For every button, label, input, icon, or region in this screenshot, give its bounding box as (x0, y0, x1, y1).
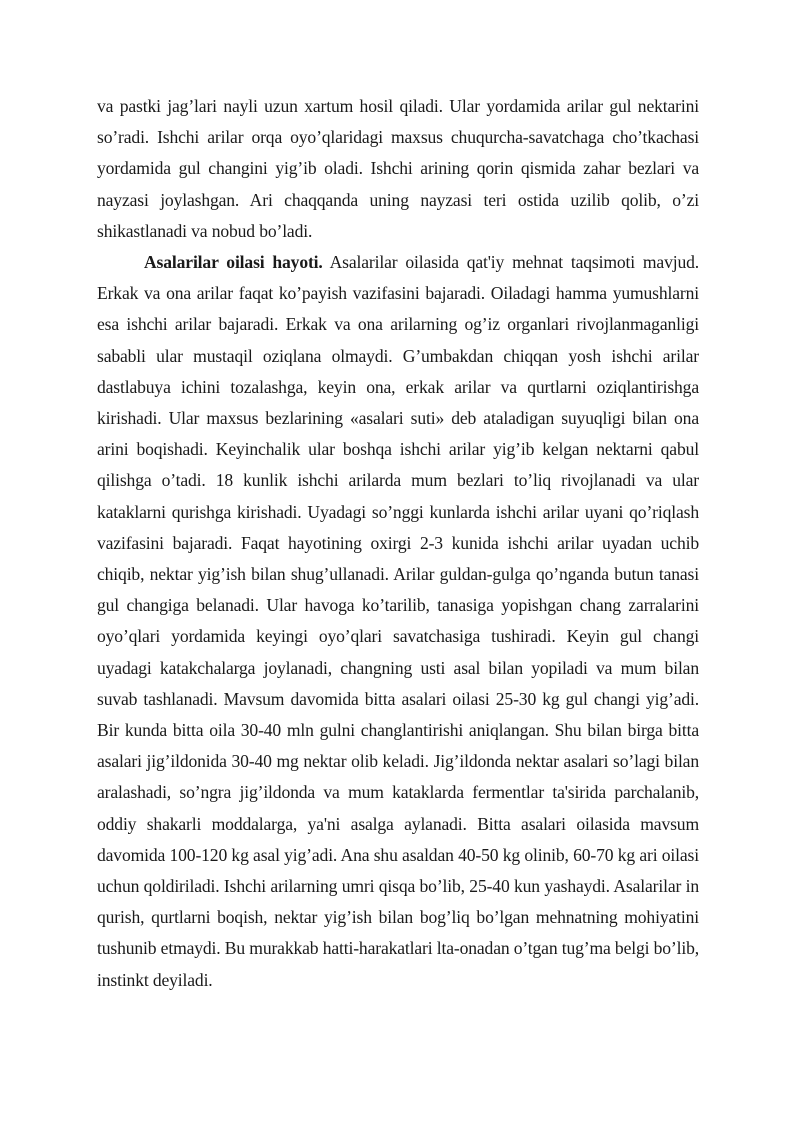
paragraph-bee-family-life (97, 247, 699, 996)
section-heading: Asalarilar oilasi hayoti. (144, 252, 323, 273)
document-page (97, 91, 699, 996)
paragraph-body: Asalarilar oilasida qat'iy mehnat taqsimoti mavjud. Erkak va ona arilar faqat ko’payish vazifasini bajaradi. Oiladagi hamma yumushlarni esa ishchi arilar bajaradi. Erkak va ona arilarning og’iz organlari rivojlanmaganligi sababli ular mustaqil oziqlana olmaydi. G’umbakdan chiqqan yosh ishchi arilar dastlabuya ichini tozalashga, keyin ona, erkak arilar va qurtlarni oziqlantirishga kirishadi. Ular maxsus bezlarining «asalari suti» deb ataladigan suyuqligi bilan ona arini boqishadi. Keyinchalik ular boshqa ishchi arilar yig’ib kelgan nektarni qabul qilishga o’tadi. 18 kunlik ishchi arilarda mum bezlari to’liq rivojlanadi va ular kataklarni qurishga kirishadi. Uyadagi so’nggi kunlarda ishchi arilar uyani qo’riqlash vazifasini bajaradi. Faqat hayotining oxirgi 2-3 kunida ishchi arilar uyadan uchib chiqib, nektar yig’ish bilan shug’ullanadi. Arilar guldan-gulga qo’nganda butun tanasi gul changiga belanadi. Ular havoga ko’tarilib, tanasiga yopishgan chang zarralarini oyo’qlari yordamida keyingi oyo’qlari savatchasiga tushiradi. Keyin gul changi uyadagi katakchalarga joylanadi, changning usti asal bilan yopiladi va mum bilan suvab tashlanadi. Mavsum davomida bitta asalari oilasi 25-30 kg gul changi yig’adi. Bir kunda bitta oila 30-40 mln gulni changlantirishi aniqlangan. Shu bilan birga bitta asalari jig’ildonida 30-40 mg nektar olib keladi. Jig’ildonda nektar asalari so’lagi bilan aralashadi, so’ngra jig’ildonda va mum kataklarda fermentlar ta'sirida parchalanib, oddiy shakarli moddalarga, ya'ni asalga aylanadi. Bitta asalari oilasida mavsum davomida 100-120 kg asal yig’adi. Ana shu asaldan 40-50 kg olinib, 60-70 kg ari oilasi uchun qoldiriladi. Ishchi arilarning umri qisqa bo’lib, 25-40 kun yashaydi. Asalarilar in qurish, qurtlarni boqish, nektar yig’ish bilan bog’liq bo’lgan mehnatning mohiyatini tushunib etmaydi. Bu murakkab hatti-harakatlari lta-onadan o’tgan tug’ma belgi bo’lib, instinkt deyiladi. (97, 252, 699, 990)
paragraph-intro: va pastki jag’lari nayli uzun xartum hosil qiladi. Ular yordamida arilar gul nektarini so’radi. Ishchi arilar orqa oyo’qlaridagi maxsus chuqurcha-savatchaga cho’tkachasi yordamida gul changini yig’ib oladi. Ishchi arining qorin qismida zahar bezlari va nayzasi joylashgan. Ari chaqqanda uning nayzasi teri ostida uzilib qolib, o’zi shikastlanadi va nobud bo’ladi. (97, 96, 699, 241)
